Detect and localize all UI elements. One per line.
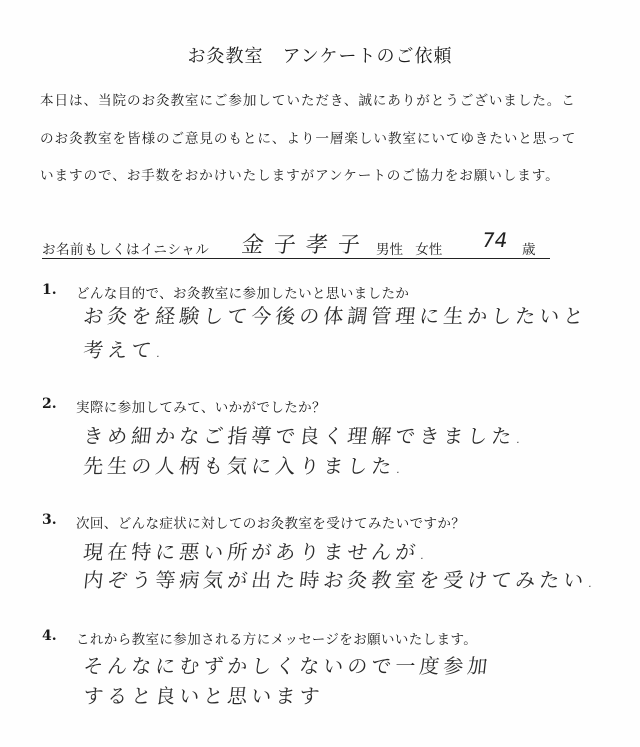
document-title: お灸教室 アンケートのご依頼 [187,46,453,67]
name-value-handwritten: 金子孝子 [239,233,372,258]
question-number: 3. [42,512,57,528]
age-unit-label: 歳 [522,242,536,258]
intro-line-3: いますので、お手数をおかけいたしますがアンケートのご協力をお願いします。 [40,168,560,184]
question-number: 2. [42,396,57,412]
question-number: 1. [42,282,57,298]
answer-line-2: 内ぞう等病気が出た時お灸教室を受けてみたい. [82,568,599,592]
age-value-handwritten: 74 [479,228,510,252]
gender-female-label: 女性 [415,242,443,258]
answer-line-2: 先生の人柄も気に入りました. [82,454,407,478]
answer-line-1: お灸を経験して今後の体調管理に生かしたいと [82,304,589,328]
question-text: これから教室に参加される方にメッセージをお願いいたします。 [76,632,478,648]
question-text: 実際に参加してみて、いかがでしたか？ [76,400,326,416]
gender-options [376,238,450,258]
answer-line-2: 考えて. [82,338,167,362]
gender-male-label: 男性 [376,242,403,258]
answer-line-1: 現在特に悪い所がありませんが. [82,540,431,564]
question-number: 4. [42,628,57,644]
intro-line-1: 本日は、当院のお灸教室にご参加していただき、誠にありがとうございました。こ [40,93,576,109]
question-text: 次回、どんな症状に対してのお灸教室を受けてみたいですか？ [76,516,466,532]
answer-line-1: きめ細かなご指導で良く理解できました. [82,424,527,448]
question-text: どんな目的で、お灸教室に参加したいと思いましたか [76,286,410,302]
answer-line-1: そんなにむずかしくないので一度参加 [82,654,493,678]
answer-line-2: すると良いと思います [82,684,325,708]
intro-line-2: のお灸教室を皆様のご意見のもとに、より一層楽しい教室にいてゆきたいと思って [40,131,577,147]
name-label: お名前もしくはイニシャル [42,242,210,258]
respondent-info-row [42,228,550,259]
